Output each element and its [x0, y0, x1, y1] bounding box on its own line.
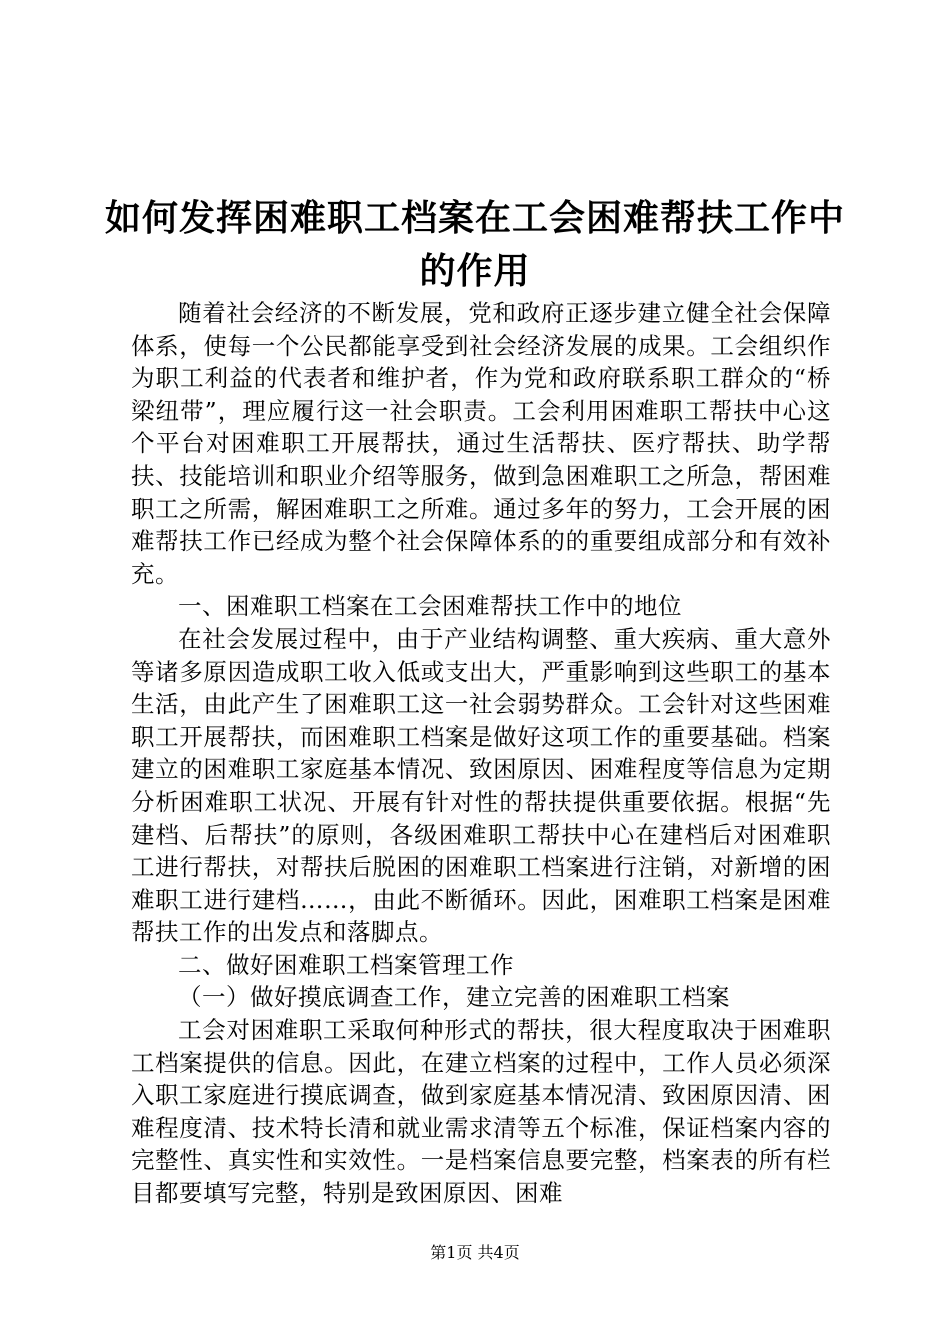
subsection-heading-1: （一）做好摸底调查工作，建立完善的困难职工档案: [178, 983, 730, 1012]
document-title-line-2: 的作用: [419, 250, 531, 292]
section-heading-1: 一、困难职工档案在工会困难帮扶工作中的地位: [178, 592, 682, 621]
section-1-paragraph: 在社会发展过程中，由于产业结构调整、重大疾病、重大意外等诸多原因造成职工收入低或支出大，严重影响到这些职工的基本生活，由此产生了困难职工这一社会弱势群众。工会针对这些困难职工开展帮扶，而困难职工档案是做好这项工作的重要基础。档案建立的困难职工家庭基本情况、致困原因、困难程度等信息为定期分析困难职工状况、开展有针对性的帮扶提供重要依据。根据“先建档、后帮扶”的原则，各级困难职工帮扶中心在建档后对困难职工进行帮扶，对帮扶后脱困的困难职工档案进行注销，对新增的困难职工进行建档……，由此不断循环。因此，困难职工档案是困难帮扶工作的出发点和落脚点。: [131, 624, 831, 947]
document-title-line-1: 如何发挥困难职工档案在工会困难帮扶工作中: [104, 197, 845, 239]
document-body: [131, 297, 831, 1210]
section-heading-2: 二、做好困难职工档案管理工作: [178, 950, 514, 979]
intro-paragraph: 随着社会经济的不断发展，党和政府正逐步建立健全社会保障体系，使每一个公民都能享受到社会经济发展的成果。工会组织作为职工利益的代表者和维护者，作为党和政府联系职工群众的“桥梁纽带”，理应履行这一社会职责。工会利用困难职工帮扶中心这个平台对困难职工开展帮扶，通过生活帮扶、医疗帮扶、助学帮扶、技能培训和职业介绍等服务，做到急困难职工之所急，帮困难职工之所需，解困难职工之所难。通过多年的努力，工会开展的困难帮扶工作已经成为整个社会保障体系的的重要组成部分和有效补充。: [131, 299, 831, 588]
page-footer: 第1页 共4页: [430, 1243, 520, 1262]
subsection-1-paragraph: 工会对困难职工采取何种形式的帮扶，很大程度取决于困难职工档案提供的信息。因此，在建立档案的过程中，工作人员必须深入职工家庭进行摸底调查，做到家庭基本情况清、致困原因清、困难程度清、技术特长清和就业需求清等五个标准，保证档案内容的完整性、真实性和实效性。一是档案信息要完整，档案表的所有栏目都要填写完整，特别是致困原因、困难: [131, 1016, 831, 1208]
